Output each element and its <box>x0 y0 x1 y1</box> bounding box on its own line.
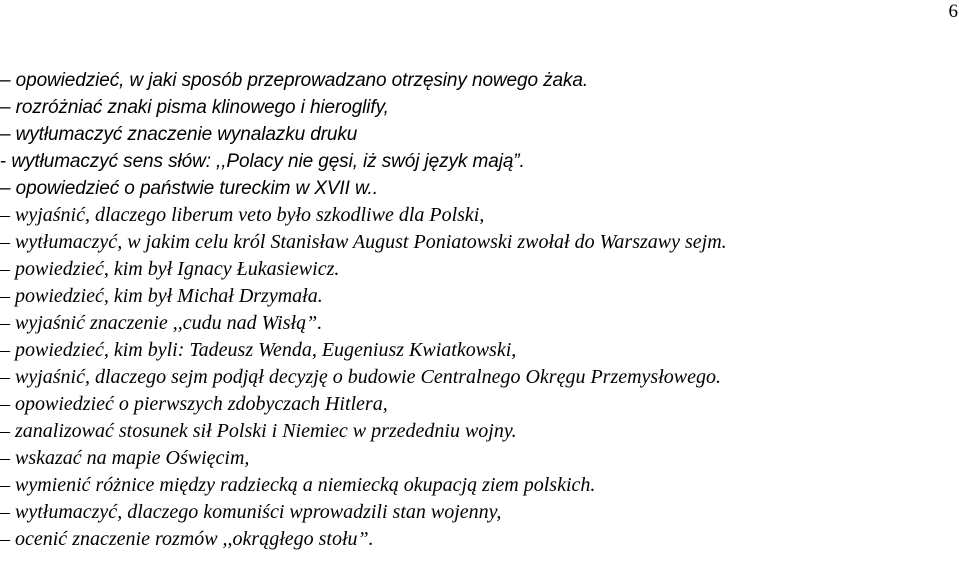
list-item <box>0 337 727 364</box>
list-item <box>0 364 727 391</box>
list-item-text: rozróżniać znaki pisma klinowego i hieroglify, <box>15 97 389 118</box>
list-item <box>0 256 727 283</box>
objectives-list <box>0 67 727 553</box>
dash-bullet: – <box>0 366 15 388</box>
list-item <box>0 445 727 472</box>
list-item-text: wytłumaczyć, w jakim celu król Stanisław August Poniatowski zwołał do Warszawy sejm. <box>15 231 727 253</box>
list-item <box>0 94 727 121</box>
list-item-text: powiedzieć, kim byli: Tadeusz Wenda, Eugeniusz Kwiatkowski, <box>15 339 517 361</box>
list-item-text: opowiedzieć o pierwszych zdobyczach Hitlera, <box>15 393 388 415</box>
dash-bullet: – <box>0 312 15 334</box>
list-item <box>0 310 727 337</box>
list-item-text: zanalizować stosunek sił Polski i Niemiec w przededniu wojny. <box>15 420 517 442</box>
dash-bullet: – <box>0 420 15 442</box>
dash-bullet: – <box>0 393 15 415</box>
list-item <box>0 391 727 418</box>
list-item-text: powiedzieć, kim był Ignacy Łukasiewicz. <box>15 258 340 280</box>
list-item-text: ocenić znaczenie rozmów ,,okrągłego stołu”. <box>15 528 374 550</box>
list-item-text: opowiedzieć, w jaki sposób przeprowadzano otrzęsiny nowego żaka. <box>15 70 589 91</box>
dash-bullet: – <box>0 124 16 145</box>
list-item <box>0 175 727 202</box>
dash-bullet: – <box>0 339 15 361</box>
page-number: 6 <box>948 1 958 22</box>
dash-bullet: – <box>0 231 15 253</box>
dash-bullet: – <box>0 204 15 226</box>
list-item <box>0 472 727 499</box>
list-item-text: powiedzieć, kim był Michał Drzymała. <box>15 285 323 307</box>
list-item-text: opowiedzieć o państwie tureckim w XVII w.. <box>15 178 378 199</box>
list-item <box>0 148 727 175</box>
list-item-text: wymienić różnice między radziecką a niemiecką okupacją ziem polskich. <box>15 474 596 496</box>
dash-bullet: – <box>0 70 16 91</box>
dash-bullet: – <box>0 447 15 469</box>
dash-bullet: - <box>0 151 12 172</box>
list-item-text: wyjaśnić, dlaczego liberum veto było szkodliwe dla Polski, <box>15 204 485 226</box>
list-item-text: wskazać na mapie Oświęcim, <box>15 447 250 469</box>
dash-bullet: – <box>0 528 15 550</box>
list-item <box>0 283 727 310</box>
list-item-text: wytłumaczyć sens słów: ,,Polacy nie gęsi, iż swój język mają”. <box>11 151 525 172</box>
dash-bullet: – <box>0 474 15 496</box>
list-item <box>0 499 727 526</box>
dash-bullet: – <box>0 501 15 523</box>
dash-bullet: – <box>0 97 16 118</box>
dash-bullet: – <box>0 258 15 280</box>
list-item-text: wyjaśnić znaczenie ,,cudu nad Wisłą”. <box>15 312 323 334</box>
list-item-text: wytłumaczyć, dlaczego komuniści wprowadzili stan wojenny, <box>15 501 502 523</box>
list-item <box>0 418 727 445</box>
dash-bullet: – <box>0 285 15 307</box>
list-item <box>0 67 727 94</box>
list-item-text: wyjaśnić, dlaczego sejm podjął decyzję o budowie Centralnego Okręgu Przemysłowego. <box>15 366 721 388</box>
list-item <box>0 202 727 229</box>
dash-bullet: – <box>0 178 16 199</box>
list-item <box>0 229 727 256</box>
list-item <box>0 526 727 553</box>
list-item-text: wytłumaczyć znaczenie wynalazku druku <box>15 124 358 145</box>
list-item <box>0 121 727 148</box>
